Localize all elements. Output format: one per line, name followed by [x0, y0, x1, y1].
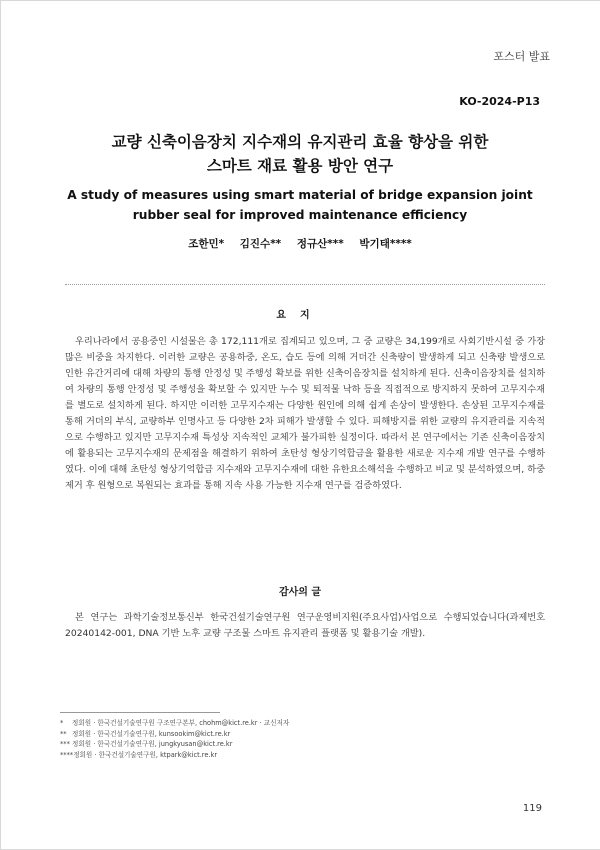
korean-title	[40, 130, 560, 178]
footnote	[60, 718, 540, 729]
section-divider	[65, 284, 545, 285]
page-number: 119	[522, 803, 542, 814]
abstract-body: 우리나라에서 공용중인 시설물은 총 172,111개로 집계되고 있으며, 그 중 교량은 34,199개로 사회기반시설 중 가장 많은 비중을 차지한다. 이러한 교량은 공용하중, 온도, 습도 등에 의해 거더간 신축량이 발생하게 되고 신축량 발생으로 인한 유간거리에 대해 차량의 통행 안정성 및 주행성 확보를 위한 신축이음장치를 설치하게 된다. 신축이음장치를 설치하여 차량의 통행 안정성 및 주행성을 확보할 수 있지만 누수 및 퇴적물 낙하 등을 직접적으로 방지하지 못하여 고무지수재를 별도로 설치하게 된다. 하지만 이러한 고무지수재는 다양한 원인에 의해 쉽게 손상이 발생한다. 손상된 고무지수재를 통해 거더의 부식, 교량하부 인명사고 등 다양한 2차 피해가 발생할 수 있다. 피해방지를 위한 교량의 유지관리를 지속적으로 수행하고 있지만 고무지수재 특성상 지속적인 교체가 불가피한 실정이다. 따라서 본 연구에서는 기존 신축이음장치에 활용되는 고무지수재의 문제점을 해결하기 위하여 초탄성 형상기억합금을 활용한 새로운 지수재 개발 연구를 수행하였다. 이에 대해 초탄성 형상기억합금 지수재와 고무지수재에 대한 유한요소해석을 수행하고 비교 및 분석하였으며, 하중 제거 후 원형으로 복원되는 효과를 통해 지속 사용 가능한 지수재 연구를 검증하였다.	[65, 336, 545, 491]
acknowledgment-heading: 감사의 글	[278, 587, 322, 598]
session-label: 포스터 발표	[493, 50, 550, 63]
korean-title-line-1: 교량 신축이음장치 지수재의 유지관리 효율 향상을 위한	[111, 133, 489, 151]
footnote-mark: **	[60, 729, 67, 738]
footnotes	[60, 718, 540, 760]
footnote	[60, 729, 540, 740]
paper-code: KO-2024-P13	[459, 95, 540, 108]
footnote-text: 정회원 · 한국건설기술연구원, jungkyusan@kict.re.kr	[72, 740, 233, 748]
footnote	[60, 750, 540, 761]
acknowledgment-body: 본 연구는 과학기술정보통신부 한국건설기술연구원 연구운영비지원(주요사업)사업으로 수행되었습니다(과제번호 20240142-001, DNA 기반 노후 교량 구조물 스마트 유지관리 플랫폼 및 활용기술 개발).	[65, 612, 545, 639]
footnote-text: 정회원 · 한국건설기술연구원, ktpark@kict.re.kr	[73, 750, 218, 759]
abstract-heading: 요지	[276, 310, 324, 321]
author-2: 김진수**	[239, 238, 282, 250]
footnote-text: 정회원 · 한국건설기술연구원 구조연구본부, chohm@kict.re.kr · 교신저자	[72, 719, 290, 727]
footnote	[60, 739, 540, 750]
author-3: 정규산***	[296, 238, 344, 250]
author-1: 조한민*	[188, 238, 225, 250]
author-list	[40, 236, 560, 251]
english-title: A study of measures using smart material of bridge expansion joint rubber seal for improved maintenance efficiency	[67, 188, 533, 222]
author-4: 박기태****	[359, 238, 412, 250]
footnote-mark: ****	[60, 750, 74, 759]
footnote-mark: ***	[60, 740, 70, 748]
korean-title-line-2: 스마트 재료 활용 방안 연구	[206, 157, 394, 175]
footnote-mark: *	[60, 719, 64, 727]
footnote-rule	[60, 712, 220, 713]
footnote-text: 정회원 · 한국건설기술연구원, kunsookim@kict.re.kr	[72, 729, 231, 738]
